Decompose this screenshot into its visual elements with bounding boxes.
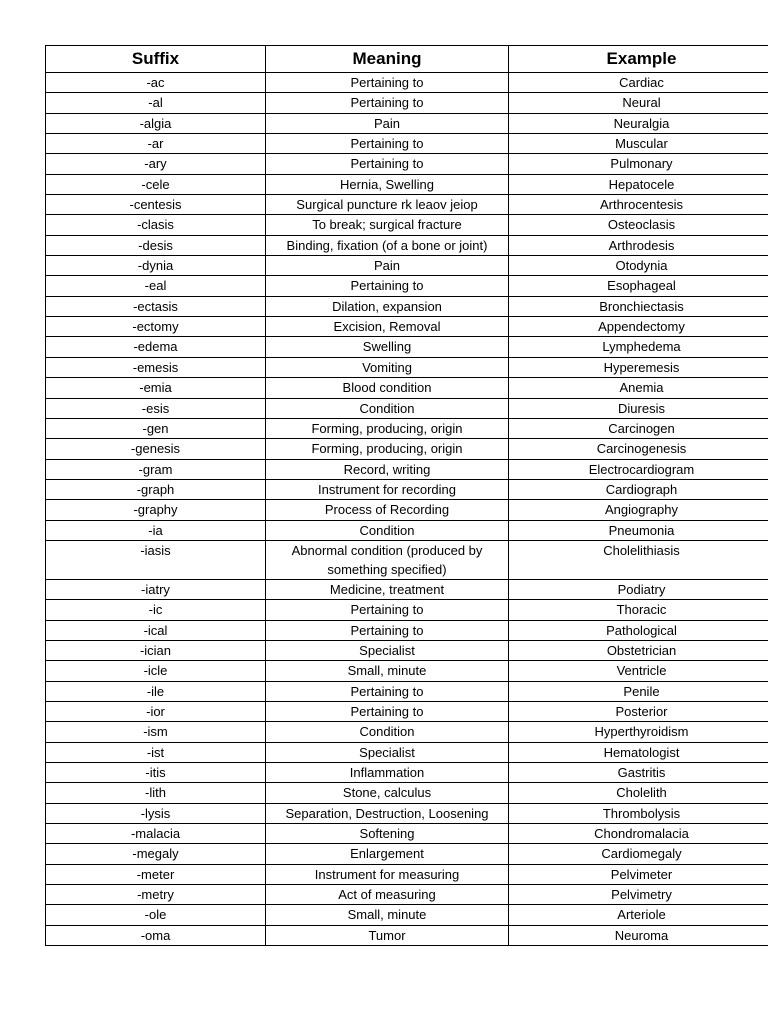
header-meaning: Meaning xyxy=(266,46,509,73)
cell-example: Neuroma xyxy=(509,925,768,945)
cell-meaning: Pertaining to xyxy=(266,134,509,154)
cell-meaning: Small, minute xyxy=(266,905,509,925)
table-row xyxy=(46,681,768,701)
cell-example: Neuralgia xyxy=(509,113,768,133)
cell-example: Angiography xyxy=(509,500,768,520)
cell-suffix: -desis xyxy=(46,235,266,255)
cell-suffix: -meter xyxy=(46,864,266,884)
table-row xyxy=(46,215,768,235)
table-row xyxy=(46,925,768,945)
cell-meaning: Inflammation xyxy=(266,763,509,783)
cell-suffix: -ectasis xyxy=(46,296,266,316)
table-row xyxy=(46,357,768,377)
cell-example: Muscular xyxy=(509,134,768,154)
cell-suffix: -graphy xyxy=(46,500,266,520)
cell-meaning: Process of Recording xyxy=(266,500,509,520)
table-row xyxy=(46,701,768,721)
table-row xyxy=(46,600,768,620)
cell-suffix: -lith xyxy=(46,783,266,803)
cell-meaning: Binding, fixation (of a bone or joint) xyxy=(266,235,509,255)
cell-meaning: Swelling xyxy=(266,337,509,357)
table-row xyxy=(46,378,768,398)
table-row xyxy=(46,885,768,905)
table-row xyxy=(46,520,768,540)
cell-example: Neural xyxy=(509,93,768,113)
cell-meaning: Stone, calculus xyxy=(266,783,509,803)
cell-suffix: -iatry xyxy=(46,579,266,599)
cell-example: Pneumonia xyxy=(509,520,768,540)
cell-example: Carcinogen xyxy=(509,418,768,438)
table-row xyxy=(46,317,768,337)
cell-suffix: -clasis xyxy=(46,215,266,235)
cell-example: Podiatry xyxy=(509,579,768,599)
cell-meaning: Specialist xyxy=(266,742,509,762)
cell-meaning: Vomiting xyxy=(266,357,509,377)
cell-meaning: Pertaining to xyxy=(266,154,509,174)
cell-suffix: -algia xyxy=(46,113,266,133)
cell-meaning: Condition xyxy=(266,722,509,742)
cell-suffix: -ic xyxy=(46,600,266,620)
cell-example: Diuresis xyxy=(509,398,768,418)
cell-example: Gastritis xyxy=(509,763,768,783)
cell-meaning: To break; surgical fracture xyxy=(266,215,509,235)
table-row xyxy=(46,73,768,93)
cell-example: Obstetrician xyxy=(509,640,768,660)
cell-example: Thoracic xyxy=(509,600,768,620)
cell-meaning: Pertaining to xyxy=(266,681,509,701)
cell-example: Cholelithiasis xyxy=(509,540,768,579)
cell-suffix: -gram xyxy=(46,459,266,479)
cell-suffix: -ectomy xyxy=(46,317,266,337)
cell-suffix: -malacia xyxy=(46,824,266,844)
table-row xyxy=(46,296,768,316)
table-row xyxy=(46,640,768,660)
cell-suffix: -ar xyxy=(46,134,266,154)
cell-example: Appendectomy xyxy=(509,317,768,337)
cell-example: Hepatocele xyxy=(509,174,768,194)
table-row xyxy=(46,113,768,133)
cell-example: Osteoclasis xyxy=(509,215,768,235)
cell-suffix: -ary xyxy=(46,154,266,174)
table-row xyxy=(46,134,768,154)
cell-meaning: Pertaining to xyxy=(266,600,509,620)
cell-example: Electrocardiogram xyxy=(509,459,768,479)
header-suffix: Suffix xyxy=(46,46,266,73)
cell-meaning: Pertaining to xyxy=(266,276,509,296)
suffix-table xyxy=(45,45,768,946)
cell-example: Arthrodesis xyxy=(509,235,768,255)
cell-meaning: Pertaining to xyxy=(266,73,509,93)
cell-meaning: Specialist xyxy=(266,640,509,660)
cell-suffix: -dynia xyxy=(46,256,266,276)
table-row xyxy=(46,742,768,762)
cell-meaning: Instrument for measuring xyxy=(266,864,509,884)
cell-suffix: -eal xyxy=(46,276,266,296)
cell-example: Pelvimeter xyxy=(509,864,768,884)
cell-example: Cardiac xyxy=(509,73,768,93)
cell-meaning: Forming, producing, origin xyxy=(266,439,509,459)
cell-suffix: -iasis xyxy=(46,540,266,579)
cell-suffix: -gen xyxy=(46,418,266,438)
cell-example: Hyperthyroidism xyxy=(509,722,768,742)
cell-suffix: -centesis xyxy=(46,195,266,215)
table-row xyxy=(46,235,768,255)
cell-meaning: Blood condition xyxy=(266,378,509,398)
cell-example: Cardiograph xyxy=(509,479,768,499)
cell-example: Ventricle xyxy=(509,661,768,681)
cell-suffix: -ile xyxy=(46,681,266,701)
cell-meaning: Pertaining to xyxy=(266,701,509,721)
table-row xyxy=(46,276,768,296)
cell-example: Arteriole xyxy=(509,905,768,925)
cell-example: Anemia xyxy=(509,378,768,398)
cell-meaning: Medicine, treatment xyxy=(266,579,509,599)
cell-example: Hyperemesis xyxy=(509,357,768,377)
table-row xyxy=(46,398,768,418)
cell-suffix: -esis xyxy=(46,398,266,418)
cell-example: Posterior xyxy=(509,701,768,721)
cell-suffix: -genesis xyxy=(46,439,266,459)
cell-meaning: Small, minute xyxy=(266,661,509,681)
cell-suffix: -ia xyxy=(46,520,266,540)
table-row xyxy=(46,824,768,844)
cell-suffix: -al xyxy=(46,93,266,113)
cell-suffix: -itis xyxy=(46,763,266,783)
table-row xyxy=(46,459,768,479)
cell-example: Pathological xyxy=(509,620,768,640)
table-row xyxy=(46,337,768,357)
cell-example: Carcinogenesis xyxy=(509,439,768,459)
cell-suffix: -ician xyxy=(46,640,266,660)
cell-example: Hematologist xyxy=(509,742,768,762)
table-row xyxy=(46,620,768,640)
cell-example: Lymphedema xyxy=(509,337,768,357)
cell-suffix: -oma xyxy=(46,925,266,945)
cell-example: Cholelith xyxy=(509,783,768,803)
cell-suffix: -cele xyxy=(46,174,266,194)
cell-suffix: -emesis xyxy=(46,357,266,377)
cell-meaning: Act of measuring xyxy=(266,885,509,905)
cell-meaning: Excision, Removal xyxy=(266,317,509,337)
cell-meaning: Pertaining to xyxy=(266,620,509,640)
table-row xyxy=(46,905,768,925)
table-row xyxy=(46,479,768,499)
cell-meaning: Tumor xyxy=(266,925,509,945)
table-body xyxy=(46,73,768,946)
table-row xyxy=(46,93,768,113)
table-row xyxy=(46,803,768,823)
table-row xyxy=(46,661,768,681)
table-row xyxy=(46,864,768,884)
cell-suffix: -graph xyxy=(46,479,266,499)
cell-meaning: Separation, Destruction, Loosening xyxy=(266,803,509,823)
cell-meaning: Enlargement xyxy=(266,844,509,864)
cell-suffix: -ior xyxy=(46,701,266,721)
table-row xyxy=(46,540,768,579)
cell-meaning: Condition xyxy=(266,398,509,418)
cell-suffix: -ole xyxy=(46,905,266,925)
table-header-row xyxy=(46,46,768,73)
cell-meaning: Record, writing xyxy=(266,459,509,479)
table-row xyxy=(46,783,768,803)
cell-meaning: Dilation, expansion xyxy=(266,296,509,316)
cell-suffix: -icle xyxy=(46,661,266,681)
cell-example: Otodynia xyxy=(509,256,768,276)
table-row xyxy=(46,256,768,276)
cell-suffix: -edema xyxy=(46,337,266,357)
cell-example: Thrombolysis xyxy=(509,803,768,823)
table-row xyxy=(46,844,768,864)
cell-meaning: Pain xyxy=(266,113,509,133)
table-row xyxy=(46,174,768,194)
table-row xyxy=(46,722,768,742)
table-row xyxy=(46,418,768,438)
table-row xyxy=(46,763,768,783)
cell-suffix: -ical xyxy=(46,620,266,640)
cell-meaning: Surgical puncture rk leaov jeiop xyxy=(266,195,509,215)
cell-suffix: -lysis xyxy=(46,803,266,823)
cell-suffix: -megaly xyxy=(46,844,266,864)
table-row xyxy=(46,500,768,520)
cell-suffix: -metry xyxy=(46,885,266,905)
table-row xyxy=(46,579,768,599)
cell-example: Cardiomegaly xyxy=(509,844,768,864)
cell-example: Bronchiectasis xyxy=(509,296,768,316)
cell-example: Pulmonary xyxy=(509,154,768,174)
cell-example: Esophageal xyxy=(509,276,768,296)
cell-meaning: Condition xyxy=(266,520,509,540)
table-row xyxy=(46,195,768,215)
cell-example: Penile xyxy=(509,681,768,701)
cell-meaning: Pain xyxy=(266,256,509,276)
cell-meaning: Softening xyxy=(266,824,509,844)
cell-meaning: Hernia, Swelling xyxy=(266,174,509,194)
cell-meaning: Pertaining to xyxy=(266,93,509,113)
cell-meaning: Forming, producing, origin xyxy=(266,418,509,438)
cell-example: Pelvimetry xyxy=(509,885,768,905)
cell-suffix: -ism xyxy=(46,722,266,742)
table-row xyxy=(46,439,768,459)
cell-suffix: -ist xyxy=(46,742,266,762)
cell-meaning: Abnormal condition (produced by something specified) xyxy=(266,540,509,579)
cell-suffix: -emia xyxy=(46,378,266,398)
cell-meaning: Instrument for recording xyxy=(266,479,509,499)
cell-example: Chondromalacia xyxy=(509,824,768,844)
cell-example: Arthrocentesis xyxy=(509,195,768,215)
header-example: Example xyxy=(509,46,768,73)
cell-suffix: -ac xyxy=(46,73,266,93)
table-row xyxy=(46,154,768,174)
